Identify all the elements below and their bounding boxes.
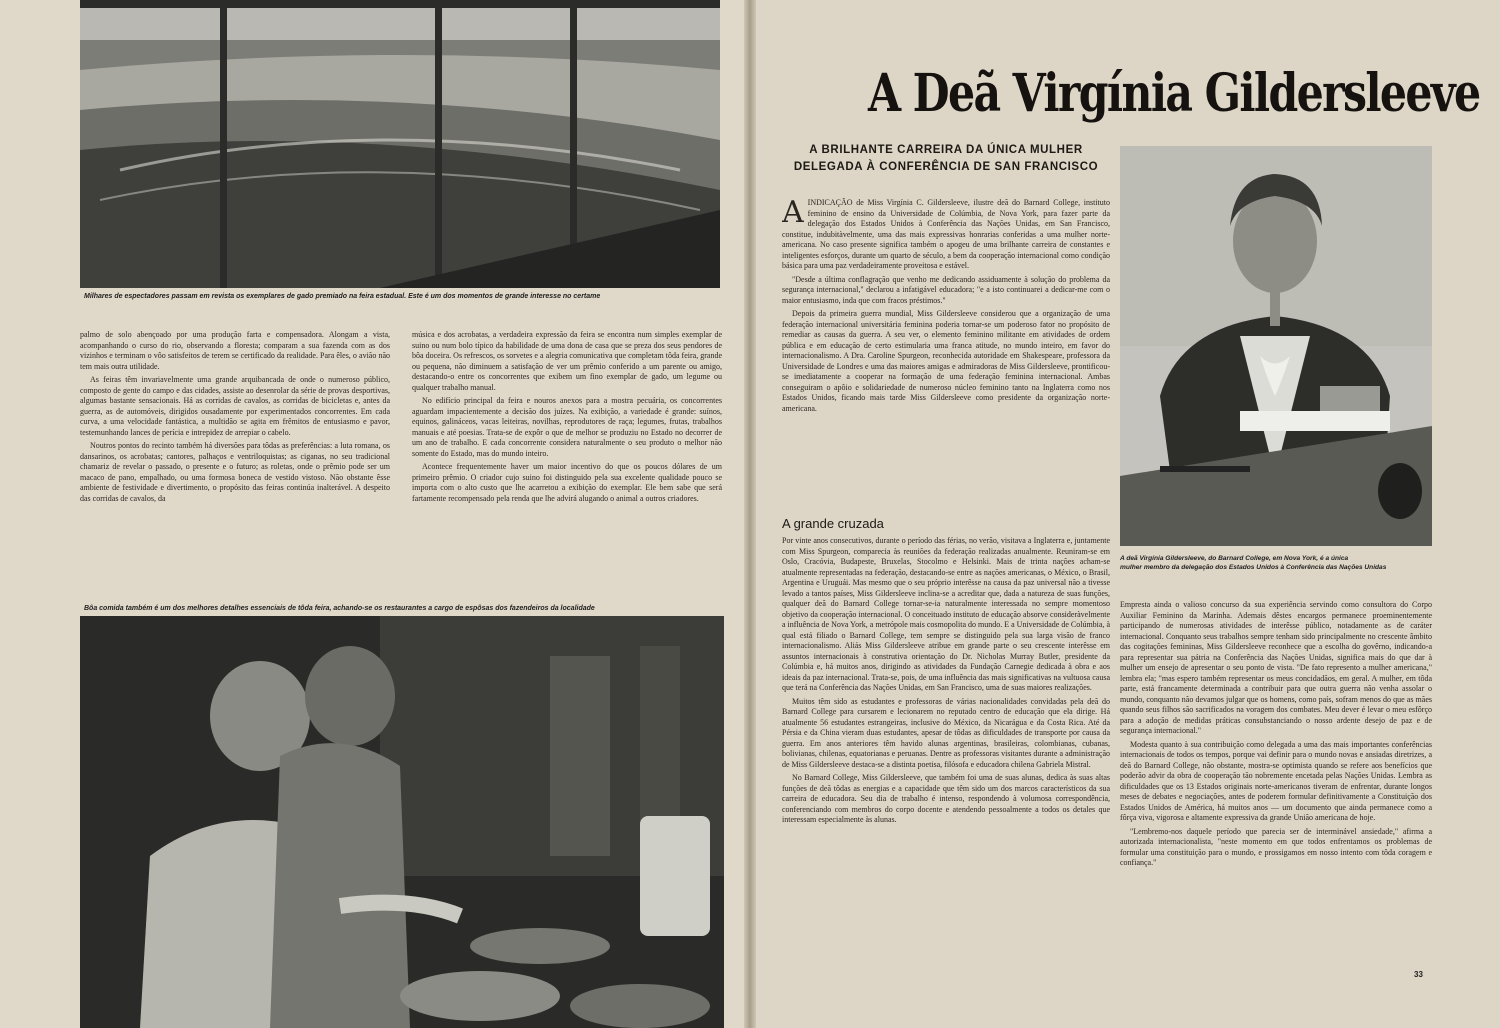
paragraph: palmo de solo abençoado por uma produção farta e compensadora. Alongam a vista, acompanhando o curso do rio, observando a floresta; comparam a sua fazenda com as dos vizinhos e terminam o vôo satisfeitos de terem se certificado da realidade. Para êles, o avião não tem mais outra utilidade.: [80, 330, 390, 371]
bottom-photo-caption: Bôa comida também é um dos melhores detalhes essenciais de tôda feira, achando-se os restaurantes a cargo de espôsas dos fazendeiros da localidade: [84, 605, 595, 612]
stadium-photo: [80, 0, 720, 288]
paragraph: Empresta ainda o valioso concurso da sua experiência servindo como consultora do Corpo Auxiliar Feminino da Marinha. Ademais dêstes encargos permanece proeminentemente participando de numerosas atividades de interêsse público, notadamente as de caráter internacional. Conquanto seus trabalhos sempre tenham sido principalmente no crescente âmbito das cogitações femininas, Miss Gildersleeve reconhece que a escolha do govêrno, indicando-a para representar sua pátria na Conferência das Nações Unidas, significa mais do que dar à mulher um ensejo de apresentar o seu ponto de vista. "De fato represento a mulher americana," lembra ela; "mas espero também representar os meus concidadãos, em geral. A mulher, em tôda parte, está francamente determinada a contribuir para que outra guerra não venha assolar o mundo, conquanto não devamos julgar que os homens, como país, sofram menos do que as mães quando seus filhos são sacrificados na voragem dos combates. Meu dever é levar o meu esfôrço para a adoção de medidas práticas consubstanciando o nosso ardente desejo de paz e de segurança internacional.": [1120, 600, 1432, 735]
paragraph: Muitos têm sido as estudantes e professoras de várias nacionalidades convidadas pela deã do Barnard College para cursarem e lecionarem no reputado centro de educação que ela dirige. Há atualmente 56 estudantes estrangeiras, inclusive do México, da Nicarágua e da Costa Rica. Até da Pérsia e da China vieram duas estudantes, apesar de tôdas as dificuldades de transporte por causa da guerra. Em anos anteriores têm havido alunas argentinas, brasileiras, colombianas, cubanas, bolivianas, chilenas, equatorianas e peruanas. Dentre as professoras visitantes durante a administração de Miss Gildersleeve destaca-se a distinta poetisa, filósofa e educadora chilena Gabriela Mistral.: [782, 696, 1110, 769]
paragraph: INDICAÇÃO de Miss Virgínia C. Gildersleeve, ilustre deã do Barnard College, instituto feminino de ensino da Universidade de Colúmbia, de Nova York, para fazer parte da delegação dos Estados Unidos à Conferência das Nações Unidas, em San Francisco, constitue, indubitàvelmente, uma das mais expressivas honrarias conferidas a uma mulher norte-americana. No caso presente significa também o apogeu de uma brilhante carreira de constantes e inteligentes esforços, durante um quarto de século, a bem da cooperação internacional como condição básica para uma paz verdadeiramente proveitosa e estável.: [782, 198, 1110, 270]
portrait-caption-line-2: mulher membro da delegação dos Estados Unidos à Conferência das Nações Unidas: [1120, 564, 1387, 571]
paragraph: As feiras têm invariavelmente uma grande arquibancada de onde o numeroso público, composto de gente do campo e das cidades, assiste ao desenrolar da série de provas desportivas, algumas bastante sensacionais. Há as corridas de cavalos, as corridas de bicicletas e, antes da guerra, as de automóveis, dirigidos ousadamente por experimentados concorrentes. Em cada curva, a uma velocidade fantástica, a multidão se agita em frêmitos de entusiasmo e pavor, testemunhando lances de perícia e intrepidez de arrepiar o cabelo.: [80, 375, 390, 437]
kitchen-photo: [80, 616, 724, 1028]
article-subtitle: [782, 142, 1110, 176]
cruzada-column: [782, 536, 1110, 968]
section-heading: A grande cruzada: [782, 516, 884, 531]
paragraph: Acontece frequentemente haver um maior incentivo do que os poucos dólares de um primeiro prêmio. O criador cujo suino foi distinguido pela sua excelente qualidade pouco se importa com o alto custo que lhe acarretou a exibição do exemplar. Ele bem sabe que será fartamente recompensado pela renda que lhe advirá alugando o animal a outros criadores.: [412, 462, 722, 503]
paragraph: Noutros pontos do recinto também há diversões para tôdas as preferências: a luta romana, os dansarinos, os acrobatas; cantores, palhaços e ventriloquistas; as ciganas, no seu tradicional chamariz de revelar o passado, o presente e o futuro; as roletas, onde o prêmio pode ser um macaco de pano, empalhado, ou uma formosa boneca de vestido vistoso. Não obstante êsse ambiente de festividade e divertimento, o propósito das feiras continúa inalterável. A despeito das corridas de cavalos, da: [80, 441, 390, 503]
left-column-1: [80, 330, 390, 575]
paragraph: No Barnard College, Miss Gildersleeve, que também foi uma de suas alunas, dedica às suas altas funções de deã tôdas as energias e a capacidade que têm sido um dos marcos característicos da sua carreira de educadora. Seu dia de trabalho é intenso, respondendo à volumosa correspondência, conferenciando com membros do corpo docente e atendendo pessoalmente a todos os detales que interessam especialmente às alunas.: [782, 773, 1110, 824]
portrait-caption-line-1: A deã Virgínia Gildersleeve, do Barnard College, em Nova York, é a única: [1120, 555, 1349, 562]
top-photo-caption: Milhares de espectadores passam em revista os exemplares de gado premiado na feira estadual. Este é um dos momentos de grande interesse no certame: [84, 293, 601, 300]
subtitle-line-1: A BRILHANTE CARREIRA DA ÚNICA MULHER: [809, 144, 1083, 156]
portrait-photo: [1120, 146, 1432, 546]
paragraph: Depois da primeira guerra mundial, Miss Gildersleeve considerou que a organização de uma federação internacional universitária feminina poderia tornar-se um poderoso fator no propósito de remediar as causas da guerra. A seu ver, o elemento feminino militante em atividades de ordem pública e em educação de certo estimularia uma franca atitude, no mundo inteiro, em favor do internacionalismo. A Dra. Caroline Spurgeon, reconhecida autoridade em Shakespeare, professora da Universidade de Londres e uma das maiores amigas e admiradoras de Miss Gildersleeve, prontificou-se imediatamente a cooperar na formação de uma federação feminina internacional. Ambas conseguiram o apôio e solidariedade de numeroso núcleo feminino tanto na Inglaterra como nos Estados Unidos, ficando mais tarde Miss Gildersleeve como presidente da organização norte-americana.: [782, 309, 1110, 413]
paragraph: Modesta quanto à sua contribuição como delegada a uma das mais importantes conferências internacionais de todos os tempos, porque vai definir para o mundo novas e ansiadas diretrizes, a deã do Barnard College, não obstante, mostra-se optimista quando se refere aos benefícios que poderão advir da obra de cooperação tão nobremente encetada pelas Nações Unidas. Lembra as dificuldades que os 13 Estados originais norte-americanos tiveram de enfrentar, durante longos meses de debates e negociações, antes de poderem formular definitivamente a Constituição dos Estados Unidos de América, há muitos anos — um documento que ainda permanece como a fôrça viva, vigorosa e altamente expressiva da grande União americana de hoje.: [1120, 739, 1432, 822]
paragraph: Por vinte anos consecutivos, durante o período das férias, no verão, visitava a Inglaterra e, juntamente com Miss Spurgeon, comparecia às reuniões da federação realizadas anualmente. Reuniram-se em Oslo, Cracóvia, Budapeste, Bruxelas, Stocolmo e Helsinki. Mais de trinta nações acham-se atualmente representadas na federação, destacando-se entre as nações americanas, o México, o Brasil, Argentina e Uruguái. Mas mesmo que o seu próprio interêsse na causa da paz universal não a tivesse levado a tantos países, Miss Gildersleeve inclina-se a acreditar que, dada a natureza de suas funções, qualquer deã do Barnard College tornar-se-ia naturalmente interessada no sempre momentoso objetivo da cooperação internacional. O conceituado instituto de educação absorve consideràvelmente a influência de Nova York, a metrópole mais cosmopolita do mundo. E a Universidade de Colúmbia, à qual está filiado o Barnard College, tem sempre se distinguido pela sua larga visão de franco internacionalismo. Aliás Miss Gildersleeve atribue em grande parte o seu crescente interêsse em assuntos internacionais à construtiva orientação do Dr. Nicholas Murray Butler, presidente da Colúmbia e, há muitos anos, dirigindo as atividades da Fundação Carnegie dedicada à obra e aos ideais da paz internacional. Trata-se, pois, de uma influência das mais significativas na vultuosa causa que terá na Conferência das Nações Unidas, em San Francisco, uma de suas maiores realizações.: [782, 536, 1110, 692]
paragraph: "Lembremo-nos daquele período que parecia ser de interminável ansiedade," afirma a autorizada internacionalista, "neste momento em que todos enfrentamos os problemas de formular uma constituição para o mundo, e prossigamos em nosso intento com tôda coragem e confiança.": [1120, 826, 1432, 867]
paragraph: "Desde a última conflagração que venho me dedicando assiduamente à solução do problema da segurança internacional," declarou a infatigável educadora; "e a isto continuarei a dedicar-me com o maior entusiasmo, inda que com fracos préstimos.": [782, 274, 1110, 305]
right-column: [1120, 600, 1432, 970]
subtitle-line-2: DELEGADA À CONFERÊNCIA DE SAN FRANCISCO: [793, 161, 1099, 173]
intro-column: [782, 198, 1110, 510]
drop-cap: A: [782, 198, 804, 230]
left-page: [0, 0, 748, 1028]
page-number: 33: [1414, 970, 1423, 979]
article-title: A Deã Virgínia Gildersleeve: [868, 63, 1480, 124]
paragraph: música e dos acrobatas, a verdadeira expressão da feira se encontra num simples exemplar de suino ou num bolo típico da habilidade de uma dona de casa que se preza dos seus pendores de bôa doceira. Os refrescos, os sorvetes e a alegria comunicativa que completam tôda feira, grande ou pequena, não diminuem a satisfação de ver um prêmio conferido a um parente ou amigo, destacando-o entre os concorrentes que exibem um fino exemplar de gado, um legume ou qualquer trabalho manual.: [412, 330, 722, 392]
portrait-caption: [1120, 554, 1432, 572]
left-column-2: [412, 330, 722, 575]
paragraph: No edifício principal da feira e nouros anexos para a mostra pecuária, os concorrentes aguardam impacientemente a decisão dos juízes. Na exibição, a variedade é grande: suínos, equinos, galináceos, vacas leiteiras, novilhas, reprodutores de raça; legumes, frutas, trabalhos manuais e até poesias. Trata-se de expôr o que de melhor se produziu no Estado no decorrer de um ano de trabalho. E cada concorrente considera naturalmente o seu produto o melhor não somente do Estado, mas do mundo inteiro.: [412, 396, 722, 458]
